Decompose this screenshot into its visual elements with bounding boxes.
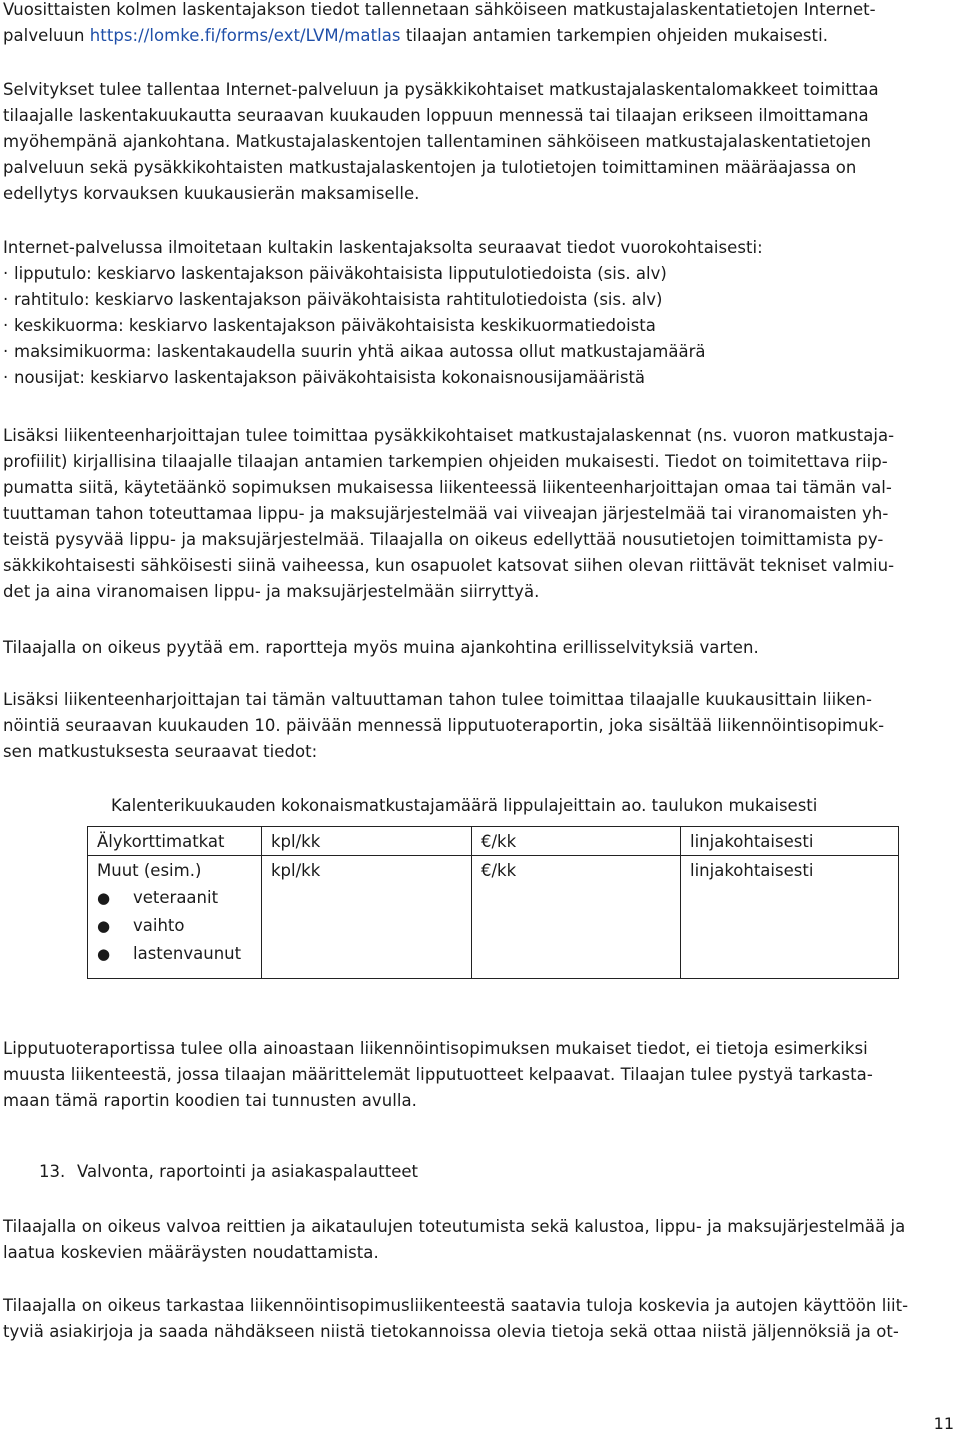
- paragraph-line: tyviä asiakirjoja ja saada nähdäkseen niistä tietokannoissa olevia tietoja sekä ottaa niistä jäljennöksiä ja ot-: [3, 1322, 899, 1341]
- paragraph-line: profiilit) kirjallisina tilaajalle tilaajan antamien tarkempien ohjeiden mukaisesti. Tiedot on toimitettava riip-: [3, 452, 888, 471]
- paragraph-line: muusta liikenteestä, jossa tilaajan määrittelemät lipputuotteet kelpaavat. Tilaajan tulee pystyä tarkasta-: [3, 1065, 873, 1084]
- intro-line-2: [3, 23, 876, 49]
- list-item-text: keskikuorma: keskiarvo laskentajakson päiväkohtaisista keskikuormatiedoista: [14, 316, 656, 335]
- table-sub-item: [97, 884, 252, 912]
- table-sub-item-text: veteraanit: [133, 888, 219, 907]
- matlas-link[interactable]: https://lomke.fi/forms/ext/LVM/matlas: [89, 26, 401, 45]
- table-cell: kpl/kk: [262, 827, 472, 856]
- list-item: [3, 313, 763, 339]
- list-item: [3, 365, 763, 391]
- table-sub-item-text: lastenvaunut: [133, 944, 242, 963]
- paragraph-selvitykset: [3, 77, 879, 207]
- table-row: [88, 827, 899, 856]
- paragraph-line: laatua koskevien määräysten noudattamista.: [3, 1243, 379, 1262]
- paragraph-lisaksi-2: [3, 687, 884, 765]
- paragraph-line: Selvitykset tulee tallentaa Internet-palveluun ja pysäkkikohtaiset matkustajalaskentalomakkeet toimittaa: [3, 80, 879, 99]
- table-cell-text: Muut (esim.): [97, 861, 202, 880]
- paragraph-line: Tilaajalla on oikeus valvoa reittien ja aikataulujen toteutumista sekä kalustoa, lippu- ja maksujärjestelmää ja: [3, 1217, 906, 1236]
- paragraph-line: maan tämä raportin koodien tai tunnusten avulla.: [3, 1091, 417, 1110]
- bullet-icon: ·: [3, 264, 9, 283]
- paragraph-line: Tilaajalla on oikeus tarkastaa liikennöintisopimusliikenteestä saatavia tuloja koskevia ja autojen käyttöön liit-: [3, 1296, 909, 1315]
- bullet-icon: ·: [3, 290, 9, 309]
- list-item: [3, 287, 763, 313]
- paragraph-oikeus: Tilaajalla on oikeus pyytää em. raportteja myös muina ajankohtina erillisselvityksiä varten.: [3, 638, 759, 657]
- table-sub-item-text: vaihto: [133, 916, 185, 935]
- intro-line-2-suffix: tilaajan antamien tarkempien ohjeiden mukaisesti.: [400, 26, 829, 45]
- table-caption: Kalenterikuukauden kokonaismatkustajamäärä lippulajeittain ao. taulukon mukaisesti: [111, 796, 818, 815]
- table-cell: kpl/kk: [262, 856, 472, 979]
- page-number: 11: [933, 1414, 954, 1433]
- paragraph-line: det ja aina viranomaisen lippu- ja maksujärjestelmään siirryttyä.: [3, 582, 540, 601]
- list-item: [3, 339, 763, 365]
- bullet-icon: ●: [97, 917, 111, 935]
- ticket-table: [87, 826, 899, 979]
- paragraph-line: Lipputuoteraportissa tulee olla ainoastaan liikennöintisopimuksen mukaiset tiedot, ei tietoja esimerkiksi: [3, 1039, 868, 1058]
- paragraph-tarkastaa: [3, 1293, 908, 1345]
- section-number: 13.: [39, 1162, 66, 1181]
- paragraph-line: nöintiä seuraavan kuukauden 10. päivään mennessä lipputuoteraportin, joka sisältää liikennöintisopimuk-: [3, 716, 885, 735]
- list-item-text: nousijat: keskiarvo laskentajakson päiväkohtaisista kokonaisnousijamääristä: [14, 368, 646, 387]
- list-item-text: maksimikuorma: laskentakaudella suurin yhtä aikaa autossa ollut matkustajamäärä: [14, 342, 706, 361]
- bullet-icon: ●: [97, 889, 111, 907]
- paragraph-line: edellytys korvauksen kuukausierän maksamiselle.: [3, 184, 420, 203]
- bullet-icon: ●: [97, 945, 111, 963]
- paragraph-line: säkkikohtaisesti sähköisesti siinä vaiheessa, kun osapuolet katsovat siihen olevan riittävät tekniset valmiu-: [3, 556, 895, 575]
- intro-line-1: Vuosittaisten kolmen laskentajakson tiedot tallennetaan sähköiseen matkustajalaskentatietojen Internet-: [3, 0, 876, 19]
- bullet-icon: ·: [3, 342, 9, 361]
- paragraph-line: Lisäksi liikenteenharjoittajan tulee toimittaa pysäkkikohtaiset matkustajalaskennat (ns. vuoron matkustaja-: [3, 426, 895, 445]
- paragraph-lisaksi-1: [3, 423, 894, 605]
- paragraph-line: myöhempänä ajankohtana. Matkustajalaskentojen tallentaminen sähköiseen matkustajalaskentatietojen: [3, 132, 872, 151]
- internet-service-section: [3, 235, 763, 391]
- paragraph-line: tilaajalle laskentakuukautta seuraavan kuukauden loppuun mennessä tai tilaajan erikseen ilmoittamana: [3, 106, 869, 125]
- section-heading: [39, 1162, 418, 1181]
- internet-intro: Internet-palvelussa ilmoitetaan kultakin laskentajaksolta seuraavat tiedot vuorokohtaisesti:: [3, 238, 763, 257]
- paragraph-lipputuote: [3, 1036, 873, 1114]
- paragraph-line: palveluun sekä pysäkkikohtaisten matkustajalaskentojen ja tulotietojen toimittaminen määräajassa on: [3, 158, 857, 177]
- list-item: [3, 261, 763, 287]
- table-sub-item: [97, 940, 252, 968]
- table-row: [88, 856, 899, 979]
- table-cell: €/kk: [472, 827, 681, 856]
- paragraph-line: tuuttaman tahon toteuttamaa lippu- ja maksujärjestelmää vai viiveajan järjestelmää tai viranomaisten yh-: [3, 504, 889, 523]
- section-title: Valvonta, raportointi ja asiakaspalautteet: [77, 1162, 419, 1181]
- table-cell: Älykorttimatkat: [88, 827, 262, 856]
- table-sub-item: [97, 912, 252, 940]
- table-cell: linjakohtaisesti: [681, 856, 899, 979]
- paragraph-line: teistä pysyvää lippu- ja maksujärjestelmää. Tilaajalla on oikeus edellyttää nousutietojen toimittamista py-: [3, 530, 884, 549]
- bullet-icon: ·: [3, 368, 9, 387]
- table-cell: [88, 856, 262, 979]
- list-item-text: rahtitulo: keskiarvo laskentajakson päiväkohtaisista rahtitulotiedoista (sis. alv): [14, 290, 663, 309]
- paragraph-line: sen matkustuksesta seuraavat tiedot:: [3, 742, 318, 761]
- paragraph-line: Lisäksi liikenteenharjoittajan tai tämän valtuuttaman tahon tulee toimittaa tilaajalle kuukausittain liiken-: [3, 690, 872, 709]
- intro-paragraph: [3, 0, 876, 49]
- paragraph-valvoa: [3, 1214, 905, 1266]
- intro-line-2-prefix: palveluun: [3, 26, 90, 45]
- bullet-icon: ·: [3, 316, 9, 335]
- paragraph-line: pumatta siitä, käytetäänkö sopimuksen mukaisessa liikenteessä liikenteenharjoittajan omaa tai tämän val-: [3, 478, 892, 497]
- table-cell: €/kk: [472, 856, 681, 979]
- table-cell: linjakohtaisesti: [681, 827, 899, 856]
- list-item-text: lipputulo: keskiarvo laskentajakson päiväkohtaisista lipputulotiedoista (sis. alv): [14, 264, 667, 283]
